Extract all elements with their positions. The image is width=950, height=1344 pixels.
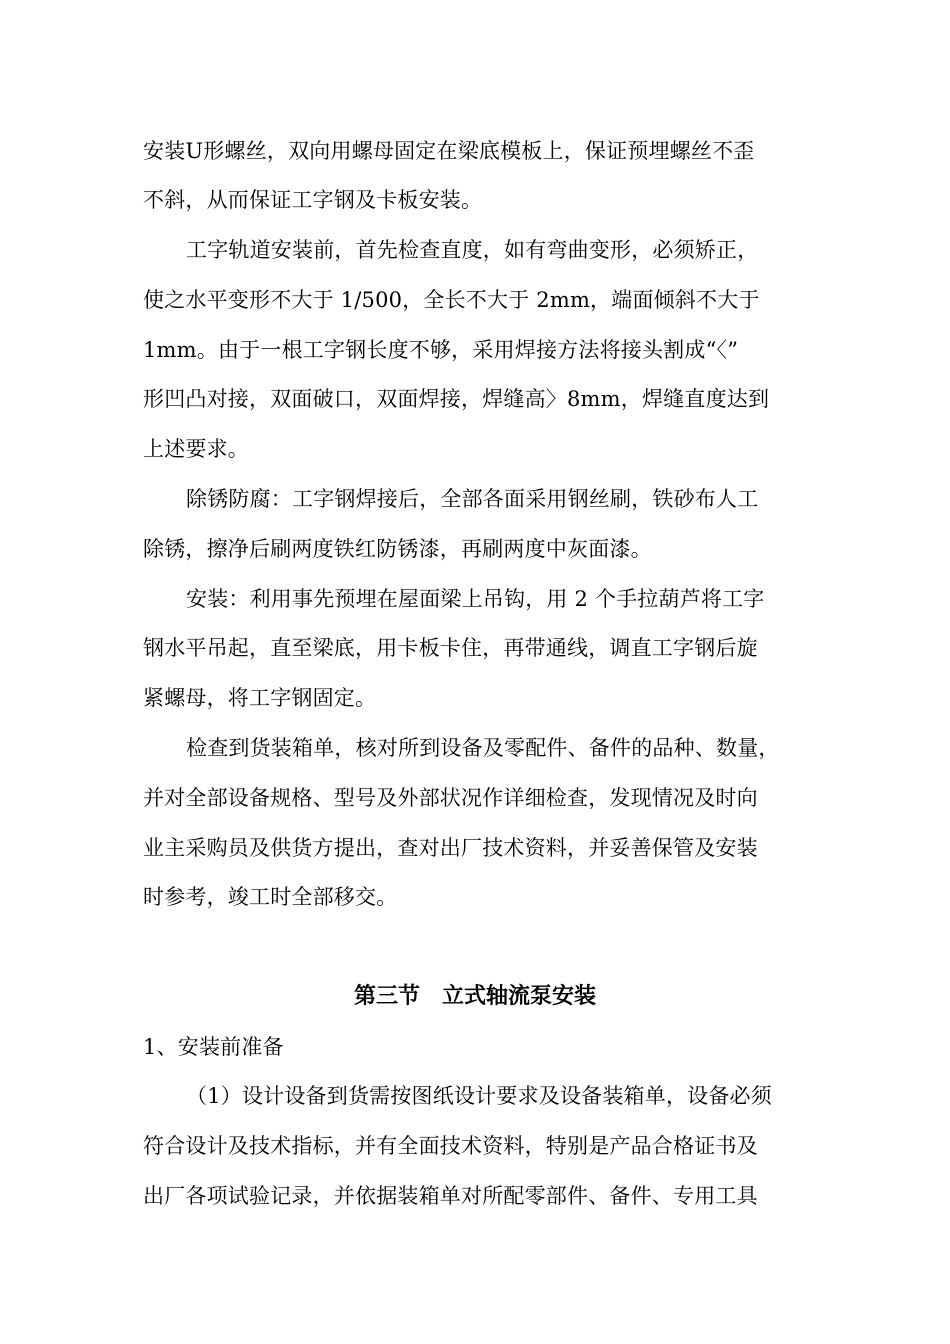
paragraph-line: 使之水平变形不大于 1/500，全长不大于 2mm，端面倾斜不大于	[143, 288, 760, 312]
paragraph-line: 上述要求。	[143, 437, 249, 461]
paragraph-line: 钢水平吊起，直至梁底，用卡板卡住，再带通线，调直工字钢后旋	[143, 636, 758, 660]
subsection-heading: 1、安装前准备	[143, 1035, 284, 1059]
paragraph-line: 紧螺母，将工字钢固定。	[143, 686, 377, 710]
paragraph-line: 安装U形螺丝，双向用螺母固定在梁底模板上，保证预埋螺丝不歪	[143, 139, 755, 163]
paragraph-line: （1）设计设备到货需按图纸设计要求及设备装箱单，设备必须	[186, 1084, 772, 1108]
paragraph-line: 安装：利用事先预埋在屋面梁上吊钩，用 2 个手拉葫芦将工字	[186, 587, 765, 611]
paragraph-line: 除锈防腐：工字钢焊接后，全部各面采用钢丝刷，铁砂布人工	[186, 487, 759, 511]
paragraph-line: 形凹凸对接，双面破口，双面焊接，焊缝高〉8mm，焊缝直度达到	[143, 387, 770, 411]
paragraph-line: 业主采购员及供货方提出，查对出厂技术资料，并妥善保管及安装	[143, 836, 758, 860]
paragraph-line: 1mm。由于一根工字钢长度不够，采用焊接方法将接头割成“〈”	[143, 338, 739, 362]
paragraph-line: 时参考，竣工时全部移交。	[143, 885, 398, 909]
paragraph-line: 并对全部设备规格、型号及外部状况作详细检查，发现情况及时向	[143, 786, 758, 810]
section-heading: 第三节 立式轴流泵安装	[353, 984, 596, 1009]
paragraph-line: 检查到货装箱单，核对所到设备及零配件、备件的品种、数量，	[186, 736, 780, 760]
paragraph-line: 除锈，擦净后刷两度铁红防锈漆，再刷两度中灰面漆。	[143, 537, 652, 561]
paragraph-line: 符合设计及技术指标，并有全面技术资料，特别是产品合格证书及	[143, 1134, 758, 1158]
paragraph-line: 出厂各项试验记录，并依据装箱单对所配零部件、备件、专用工具	[143, 1184, 758, 1208]
paragraph-line: 工字轨道安装前，首先检查直度，如有弯曲变形，必须矫正，	[186, 238, 759, 262]
paragraph-line: 不斜，从而保证工字钢及卡板安装。	[143, 188, 483, 212]
